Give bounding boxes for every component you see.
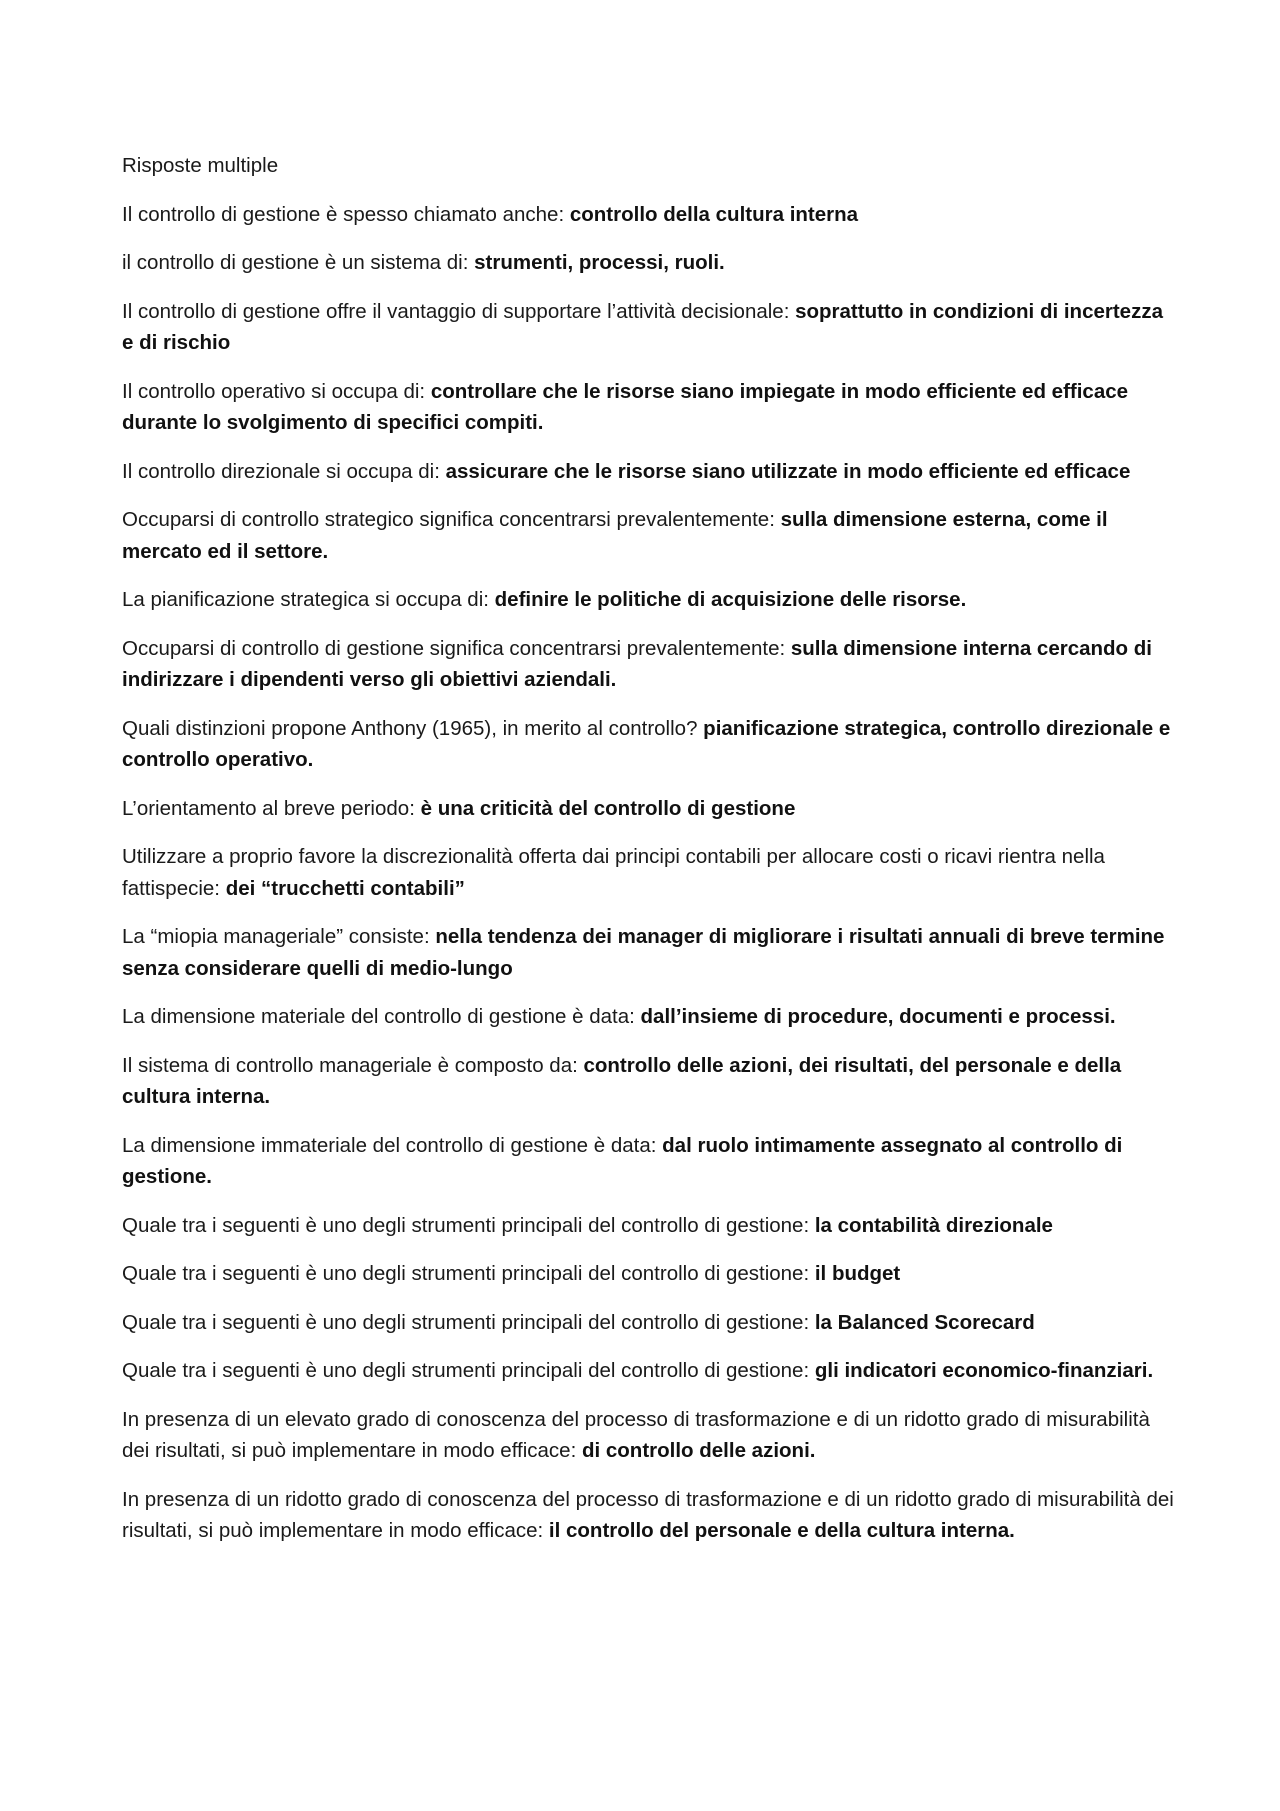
answer-text: controllo delle azioni, dei risultati, del personale e della cultura interna. <box>122 1053 1122 1108</box>
answer-text: definire le politiche di acquisizione delle risorse. <box>494 588 967 611</box>
question-text: L’orientamento al breve periodo: <box>122 796 421 820</box>
qa-item-6 <box>122 504 1177 567</box>
answer-text: nella tendenza dei manager di migliorare i risultati annuali di breve termine senza considerare quelli di medio-lungo <box>122 925 1165 980</box>
answer-text: di controllo delle azioni. <box>581 1439 816 1462</box>
answer-text: assicurare che le risorse siano utilizzate in modo efficiente ed efficace <box>445 459 1131 483</box>
question-text: Il sistema di controllo manageriale è composto da: <box>122 1053 584 1077</box>
question-text: Quale tra i seguenti è uno degli strumenti principali del controllo di gestione: <box>122 1213 815 1237</box>
qa-item-4 <box>122 376 1177 439</box>
question-text: Il controllo di gestione offre il vantaggio di supportare l’attività decisionale: <box>122 299 796 323</box>
qa-item-21 <box>122 1484 1177 1547</box>
qa-item-18 <box>122 1307 1177 1339</box>
qa-item-7 <box>122 584 1177 616</box>
question-text: La dimensione immateriale del controllo di gestione è data: <box>122 1133 663 1157</box>
answer-text: il budget <box>814 1262 901 1285</box>
answer-text: dal ruolo intimamente assegnato al controllo di gestione. <box>122 1133 1123 1188</box>
question-text: In presenza di un elevato grado di conoscenza del processo di trasformazione e di un ridotto grado di misurabilità dei risultati, si può implementare in modo efficace: <box>122 1407 1150 1462</box>
qa-item-20 <box>122 1404 1177 1467</box>
answer-text: dei “trucchetti contabili” <box>225 876 465 900</box>
qa-item-17 <box>122 1258 1177 1290</box>
question-text: Occuparsi di controllo di gestione significa concentrarsi prevalentemente: <box>122 636 791 660</box>
answer-text: dall’insieme di procedure, documenti e processi. <box>640 1005 1116 1028</box>
answer-text: pianificazione strategica, controllo direzionale e controllo operativo. <box>122 716 1171 771</box>
qa-item-14 <box>122 1050 1177 1113</box>
qa-item-2 <box>122 247 1177 279</box>
question-text: Quale tra i seguenti è uno degli strumenti principali del controllo di gestione: <box>122 1262 815 1285</box>
qa-item-16 <box>122 1210 1177 1242</box>
answer-text: gli indicatori economico-finanziari. <box>814 1359 1154 1382</box>
answer-text: strumenti, processi, ruoli. <box>474 251 725 274</box>
question-text: La “miopia manageriale” consiste: <box>122 925 436 948</box>
qa-item-12 <box>122 921 1177 984</box>
qa-item-11 <box>122 841 1177 904</box>
question-text: Utilizzare a proprio favore la discrezionalità offerta dai principi contabili per allocare costi o ricavi rientra nella fattispecie: <box>122 845 1105 900</box>
question-text: Quale tra i seguenti è uno degli strumenti principali del controllo di gestione: <box>122 1310 815 1334</box>
question-text: Il controllo direzionale si occupa di: <box>122 459 446 483</box>
question-text: Il controllo di gestione è spesso chiamato anche: <box>122 202 570 226</box>
qa-item-1 <box>122 199 1177 231</box>
answer-text: soprattutto in condizioni di incertezza e di rischio <box>122 299 1163 354</box>
question-text: Il controllo operativo si occupa di: <box>122 379 431 403</box>
question-text: In presenza di un ridotto grado di conoscenza del processo di trasformazione e di un ridotto grado di misurabilità dei risultati, si può implementare in modo efficace: <box>122 1487 1174 1542</box>
document-page <box>122 150 1177 1564</box>
answer-text: il controllo del personale e della cultura interna. <box>548 1519 1015 1542</box>
answer-text: è una criticità del controllo di gestione <box>420 796 796 820</box>
qa-item-8 <box>122 633 1177 696</box>
answer-text: controllo della cultura interna <box>569 202 859 226</box>
qa-item-5 <box>122 456 1177 488</box>
question-text: Occuparsi di controllo strategico significa concentrarsi prevalentemente: <box>122 508 781 531</box>
qa-item-19 <box>122 1355 1177 1387</box>
question-text: Quale tra i seguenti è uno degli strumenti principali del controllo di gestione: <box>122 1359 815 1382</box>
answer-text: sulla dimensione interna cercando di indirizzare i dipendenti verso gli obiettivi aziendali. <box>122 636 1152 691</box>
answer-text: la contabilità direzionale <box>814 1213 1053 1237</box>
answer-text: controllare che le risorse siano impiegate in modo efficiente ed efficace durante lo svolgimento di specifici compiti. <box>122 379 1129 434</box>
qa-item-13 <box>122 1001 1177 1033</box>
qa-item-15 <box>122 1130 1177 1193</box>
document-heading: Risposte multiple <box>122 154 279 177</box>
answer-text: sulla dimensione esterna, come il mercato ed il settore. <box>122 508 1108 563</box>
qa-item-10 <box>122 793 1177 825</box>
qa-item-3 <box>122 296 1177 359</box>
question-text: La dimensione materiale del controllo di gestione è data: <box>122 1005 641 1028</box>
qa-item-9 <box>122 713 1177 776</box>
question-text: Quali distinzioni propone Anthony (1965), in merito al controllo? <box>122 716 704 740</box>
question-text: La pianificazione strategica si occupa di: <box>122 588 495 611</box>
question-text: il controllo di gestione è un sistema di: <box>122 251 475 274</box>
answer-text: la Balanced Scorecard <box>814 1310 1035 1334</box>
